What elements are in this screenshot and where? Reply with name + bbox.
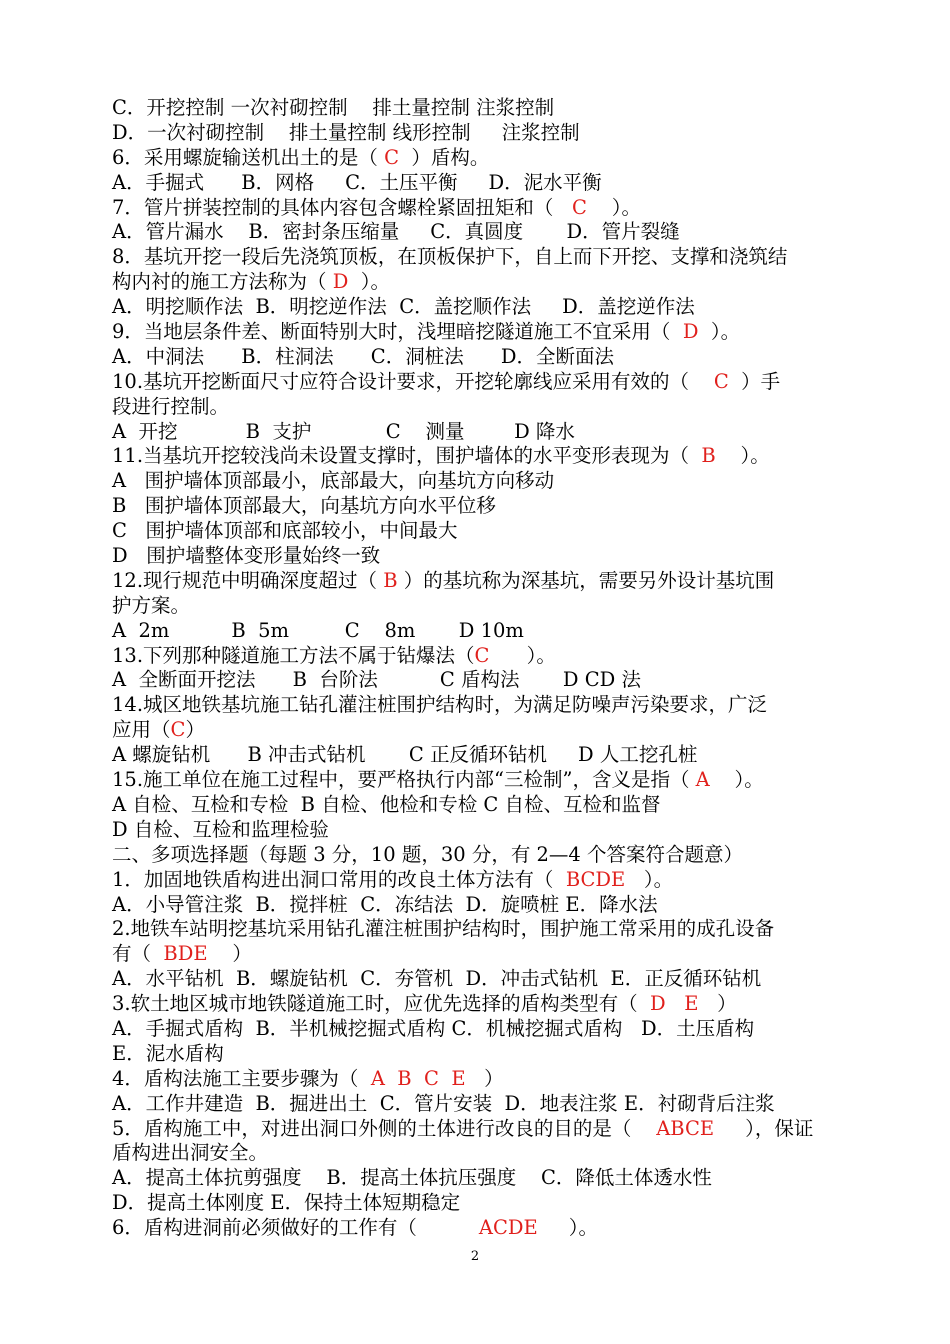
line-text: 10.基坑开挖断面尺寸应符合设计要求，开挖轮廓线应采用有效的（ xyxy=(112,369,714,393)
line-text: 6．盾构进洞前必须做好的工作有（ xyxy=(112,1216,479,1240)
line-text: A 自检、互检和专检 B 自检、他检和专检 C 自检、互检和监督 xyxy=(112,792,661,816)
text-line xyxy=(112,1141,872,1166)
line-text: ）的基坑称为深基坑，需要另外设计基坑围 xyxy=(397,568,775,592)
line-text: 应用（ xyxy=(112,718,171,742)
line-text: 7．管片拼装控制的具体内容包含螺栓紧固扭矩和（ xyxy=(112,195,573,219)
line-text: 盾构进出洞安全。 xyxy=(112,1141,269,1165)
line-text: 9．当地层条件差、断面特别大时，浅埋暗挖隧道施工不宜采用（ xyxy=(112,320,683,344)
answer-text: C xyxy=(572,195,587,219)
text-line xyxy=(112,171,872,196)
line-text: ）。 xyxy=(715,444,770,468)
line-text: 2.地铁车站明挖基坑采用钻孔灌注桩围护结构时，围护施工常采用的成孔设备 xyxy=(112,917,775,941)
line-text: A．管片漏水 B．密封条压缩量 C．真圆度 D．管片裂缝 xyxy=(112,220,680,244)
line-text: A．手掘式 B．网格 C．土压平衡 D．泥水平衡 xyxy=(112,170,602,194)
text-line xyxy=(112,96,872,121)
line-text: ） xyxy=(207,942,252,966)
text-line xyxy=(112,1092,872,1117)
answer-text: C xyxy=(713,369,729,393)
answer-text: D xyxy=(332,270,349,294)
text-line xyxy=(112,469,872,494)
answer-text: B xyxy=(701,444,716,468)
text-line xyxy=(112,967,872,992)
text-line xyxy=(112,992,872,1017)
line-text: 构内衬的施工方法称为（ xyxy=(112,270,333,294)
text-line xyxy=(112,295,872,320)
text-line xyxy=(112,444,872,469)
line-text: A．水平钻机 B．螺旋钻机 C．夯管机 D．冲击式钻机 E．正反循环钻机 xyxy=(112,967,762,991)
text-line xyxy=(112,1017,872,1042)
line-text: A．工作井建造 B．掘进出土 C．管片安装 D．地表注浆 E．衬砌背后注浆 xyxy=(112,1091,775,1115)
line-text: 1．加固地铁盾构进出洞口常用的改良土体方法有（ xyxy=(112,867,566,891)
line-text: 14.城区地铁基坑施工钻孔灌注桩围护结构时，为满足防噪声污染要求，广泛 xyxy=(112,693,768,717)
text-line xyxy=(112,370,872,395)
answer-text: BDE xyxy=(163,942,208,966)
page-number: 2 xyxy=(470,1249,480,1264)
line-text: ）。 xyxy=(489,643,556,667)
text-line xyxy=(112,395,872,420)
answer-text: A xyxy=(695,768,710,792)
text-line xyxy=(112,146,872,171)
text-line xyxy=(112,793,872,818)
text-line xyxy=(112,594,872,619)
line-text: 8．基坑开挖一段后先浇筑顶板，在顶板保护下，自上而下开挖、支撑和浇筑结 xyxy=(112,245,788,269)
line-text: ）。 xyxy=(348,270,390,294)
text-line xyxy=(112,619,872,644)
line-text: 段进行控制。 xyxy=(112,394,230,418)
answer-text: ACDE xyxy=(478,1216,538,1240)
text-line xyxy=(112,1216,872,1241)
text-line xyxy=(112,1191,872,1216)
text-line xyxy=(112,893,872,918)
text-line xyxy=(112,519,872,544)
text-line xyxy=(112,693,872,718)
answer-text: C xyxy=(474,643,490,667)
line-text: D．一次衬砌控制 排土量控制 线形控制 注浆控制 xyxy=(112,120,580,144)
text-line xyxy=(112,1067,872,1092)
text-line xyxy=(112,718,872,743)
line-text: 12.现行规范中明确深度超过（ xyxy=(112,568,384,592)
line-text: 5．盾构施工中，对进出洞口外侧的土体进行改良的目的是（ xyxy=(112,1116,657,1140)
line-text: ）。 xyxy=(537,1216,599,1240)
line-text: A 全断面开挖法 B 台阶法 C 盾构法 D CD 法 xyxy=(112,668,641,692)
line-text: 6．采用螺旋输送机出土的是（ xyxy=(112,145,385,169)
line-text: 3.软土地区城市地铁隧道施工时，应优先选择的盾构类型有（ xyxy=(112,992,651,1016)
line-text: ）手 xyxy=(728,369,781,393)
line-text: 4．盾构法施工主要步骤为（ xyxy=(112,1066,371,1090)
text-line xyxy=(112,494,872,519)
line-text: 有（ xyxy=(112,942,164,966)
line-text: D 自检、互检和监理检验 xyxy=(112,817,329,841)
text-line xyxy=(112,843,872,868)
text-line xyxy=(112,220,872,245)
line-text: A．手掘式盾构 B．半机械挖掘式盾构 C．机械挖掘式盾构 D．土压盾构 xyxy=(112,1016,755,1040)
line-text: ）。 xyxy=(586,195,641,219)
answer-text: D xyxy=(682,320,699,344)
line-text: ）。 xyxy=(698,320,741,344)
line-text: D 围护墙整体变形量始终一致 xyxy=(112,544,381,568)
text-line xyxy=(112,121,872,146)
text-line xyxy=(112,270,872,295)
text-line xyxy=(112,942,872,967)
line-text: B 围护墙体顶部最大，向基坑方向水平位移 xyxy=(112,494,496,518)
line-text: A．提高土体抗剪强度 B．提高土体抗压强度 C．降低土体透水性 xyxy=(112,1166,712,1190)
text-line xyxy=(112,345,872,370)
line-text: C．开挖控制 一次衬砌控制 排土量控制 注浆控制 xyxy=(112,96,555,119)
answer-text: A B C E xyxy=(370,1066,466,1090)
line-text: A 开挖 B 支护 C 测量 D 降水 xyxy=(112,419,575,443)
text-line xyxy=(112,818,872,843)
line-text: ）。 xyxy=(709,768,764,792)
answer-text: C xyxy=(170,718,186,742)
line-text: ） xyxy=(185,718,205,742)
text-line xyxy=(112,1117,872,1142)
line-text: D．提高土体刚度 E．保持土体短期稳定 xyxy=(112,1191,461,1215)
answer-text: BCDE xyxy=(565,867,626,891)
text-line xyxy=(112,196,872,221)
text-line xyxy=(112,668,872,693)
line-text: 二、多项选择题（每题 3 分，10 题，30 分，有 2—4 个答案符合题意） xyxy=(112,842,744,866)
text-line xyxy=(112,868,872,893)
line-text: 13.下列那种隧道施工方法不属于钻爆法（ xyxy=(112,643,475,667)
text-line xyxy=(112,544,872,569)
line-text: A 2m B 5m C 8m D 10m xyxy=(112,618,524,642)
line-text: 11.当基坑开挖较浅尚未设置支撑时，围护墙体的水平变形表现为（ xyxy=(112,444,702,468)
question-list xyxy=(112,96,872,1241)
line-text: ） xyxy=(698,992,737,1016)
answer-text: C xyxy=(384,145,400,169)
text-line xyxy=(112,569,872,594)
line-text: E．泥水盾构 xyxy=(112,1041,224,1065)
text-line xyxy=(112,1166,872,1191)
text-line xyxy=(112,320,872,345)
text-line xyxy=(112,1042,872,1067)
answer-text: D E xyxy=(650,992,699,1016)
line-text: A．小导管注浆 B．搅拌桩 C．冻结法 D．旋喷桩 E．降水法 xyxy=(112,892,658,916)
text-line xyxy=(112,768,872,793)
line-text: 15.施工单位在施工过程中，要严格执行内部“三检制”，含义是指（ xyxy=(112,768,696,792)
line-text: A 螺旋钻机 B 冲击式钻机 C 正反循环钻机 D 人工挖孔桩 xyxy=(112,743,698,767)
line-text: C 围护墙体顶部和底部较小，中间最大 xyxy=(112,519,458,543)
text-line xyxy=(112,743,872,768)
text-line xyxy=(112,644,872,669)
line-text: ）。 xyxy=(625,867,674,891)
line-text: ）盾构。 xyxy=(399,145,490,169)
line-text: A．明挖顺作法 B．明挖逆作法 C．盖挖顺作法 D．盖挖逆作法 xyxy=(112,295,695,319)
text-line xyxy=(112,917,872,942)
line-text: ），保证 xyxy=(714,1116,814,1140)
answer-text: ABCE xyxy=(656,1116,715,1140)
text-line xyxy=(112,420,872,445)
line-text: A．中洞法 B．柱洞法 C．洞桩法 D．全断面法 xyxy=(112,344,615,368)
line-text: 护方案。 xyxy=(112,593,191,617)
line-text: A 围护墙体顶部最小，底部最大，向基坑方向移动 xyxy=(112,469,555,493)
text-line xyxy=(112,245,872,270)
answer-text: B xyxy=(383,568,398,592)
line-text: ） xyxy=(465,1066,504,1090)
